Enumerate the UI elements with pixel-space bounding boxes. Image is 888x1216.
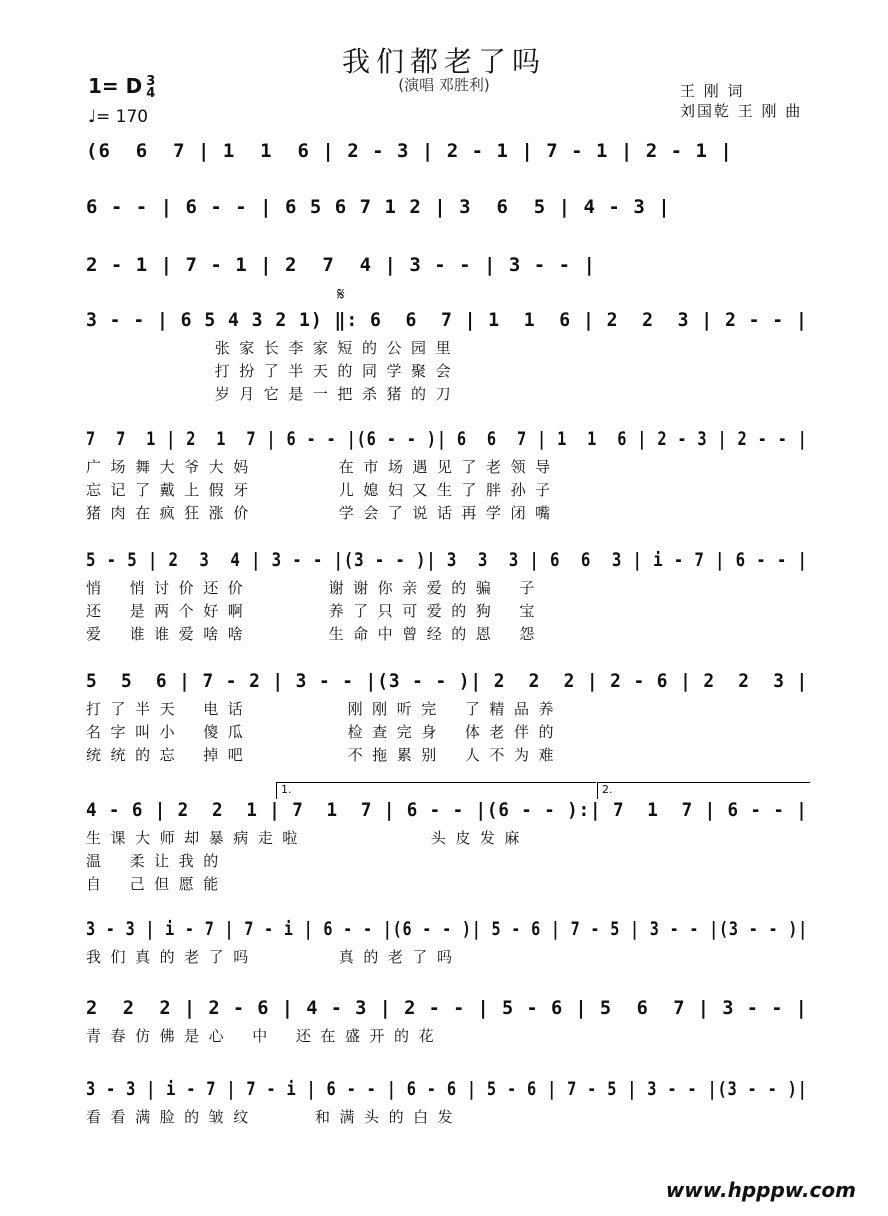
lyric-line: 岁 月 它 是 一 把 杀 猪 的 刀 <box>86 385 451 403</box>
lyric-line: 我 们 真 的 老 了 吗 真 的 老 了 吗 <box>86 948 452 966</box>
lyric-line: 广 场 舞 大 爷 大 妈 在 市 场 遇 见 了 老 领 导 <box>86 458 551 476</box>
lyric-line: 还 是 两 个 好 啊 养 了 只 可 爱 的 狗 宝 <box>86 602 535 620</box>
volta-second-ending: 2. <box>597 782 810 799</box>
notation-line: 3 - 3 | i - 7 | 7 - i | 6 - - |(6 - - )| 5 - 6 | 7 - 5 | 3 - - |(3 - - )| <box>86 918 809 940</box>
lyric-line: 悄 悄 讨 价 还 价 谢 谢 你 亲 爱 的 骗 子 <box>86 579 535 597</box>
score-row <box>86 309 808 406</box>
lyric-line: 张 家 长 李 家 短 的 公 园 里 <box>86 339 451 357</box>
score-row <box>86 196 808 224</box>
composer-credit: 刘国乾 王 刚 曲 <box>680 102 803 120</box>
score-row <box>86 254 808 282</box>
time-signature <box>146 73 156 101</box>
lyricist-credit: 王 刚 词 <box>680 82 745 100</box>
lyric-line: 青 春 仿 佛 是 心 中 还 在 盛 开 的 花 <box>86 1027 434 1045</box>
lyric-line: 打 扮 了 半 天 的 同 学 聚 会 <box>86 362 451 380</box>
notation-line: 2 2 2 | 2 - 6 | 4 - 3 | 2 - - | 5 - 6 | 5 6 7 | 3 - - | <box>86 997 808 1019</box>
score-row <box>86 1078 808 1129</box>
notation-line: 2 - 1 | 7 - 1 | 2 7 4 | 3 - - | 3 - - | <box>86 254 596 276</box>
lyric-line: 名 字 叫 小 傻 瓜 检 查 完 身 体 老 伴 的 <box>86 723 554 741</box>
lyric-line: 温 柔 让 我 的 <box>86 852 219 870</box>
notation-line: 6 - - | 6 - - | 6 5 6 7 1 2 | 3 6 5 | 4 - 3 | <box>86 196 671 218</box>
score-row <box>86 918 808 969</box>
tempo-marking: ♩= 170 <box>88 107 149 127</box>
notation-line: 3 - - | 6 5 4 3 2 1) ‖: 6 6 7 | 1 1 6 | 2 2 3 | 2 - - | <box>86 309 808 331</box>
volta-first-ending: 1. <box>276 782 596 799</box>
score-row <box>86 799 808 896</box>
song-title: 我们都老了吗 <box>341 45 546 78</box>
score-row <box>86 140 808 168</box>
lyric-line: 忘 记 了 戴 上 假 牙 儿 媳 妇 又 生 了 胖 孙 子 <box>86 481 551 499</box>
notation-line: 4 - 6 | 2 2 1 | 7 1 7 | 6 - - |(6 - - ):| 7 1 7 | 6 - - | <box>86 799 808 821</box>
score-row <box>86 428 808 525</box>
lyric-line: 生 课 大 师 却 暴 病 走 啦 头 皮 发 麻 <box>86 829 520 847</box>
key-signature <box>88 74 155 100</box>
notation-line: (6 6 7 | 1 1 6 | 2 - 3 | 2 - 1 | 7 - 1 | 2 - 1 | <box>86 140 733 162</box>
lyric-line: 统 统 的 忘 掉 吧 不 拖 累 别 人 不 为 难 <box>86 746 554 764</box>
notation-line: 5 5 6 | 7 - 2 | 3 - - |(3 - - )| 2 2 2 | 2 - 6 | 2 2 3 | <box>86 670 809 692</box>
lyric-line: 猪 肉 在 疯 狂 涨 价 学 会 了 说 话 再 学 闭 嘴 <box>86 504 551 522</box>
segno-sign: 𝄋 <box>337 284 345 305</box>
score-row <box>86 549 808 646</box>
score-row <box>86 997 808 1048</box>
website-watermark: www.hpppw.com <box>665 1178 856 1202</box>
key-label: 1= D <box>88 74 143 98</box>
lyric-line: 看 看 满 脸 的 皱 纹 和 满 头 的 白 发 <box>86 1108 453 1126</box>
time-top: 3 <box>146 73 156 89</box>
notation-line: 3 - 3 | i - 7 | 7 - i | 6 - - | 6 - 6 | 5 - 6 | 7 - 5 | 3 - - |(3 - - )| <box>86 1078 808 1100</box>
notation-line: 7 7 1 | 2 1 7 | 6 - - |(6 - - )| 6 6 7 | 1 1 6 | 2 - 3 | 2 - - | <box>86 428 808 450</box>
time-bottom: 4 <box>146 85 156 101</box>
singer-credit: (演唱 邓胜利) <box>398 76 490 94</box>
score-row <box>86 670 808 767</box>
notation-line: 5 - 5 | 2 3 4 | 3 - - |(3 - - )| 3 3 3 | 6 6 3 | i - 7 | 6 - - | <box>86 549 808 571</box>
lyric-line: 自 己 但 愿 能 <box>86 875 219 893</box>
lyric-line: 打 了 半 天 电 话 刚 刚 听 完 了 精 品 养 <box>86 700 554 718</box>
lyric-line: 爱 谁 谁 爱 啥 啥 生 命 中 曾 经 的 恩 怨 <box>86 625 535 643</box>
